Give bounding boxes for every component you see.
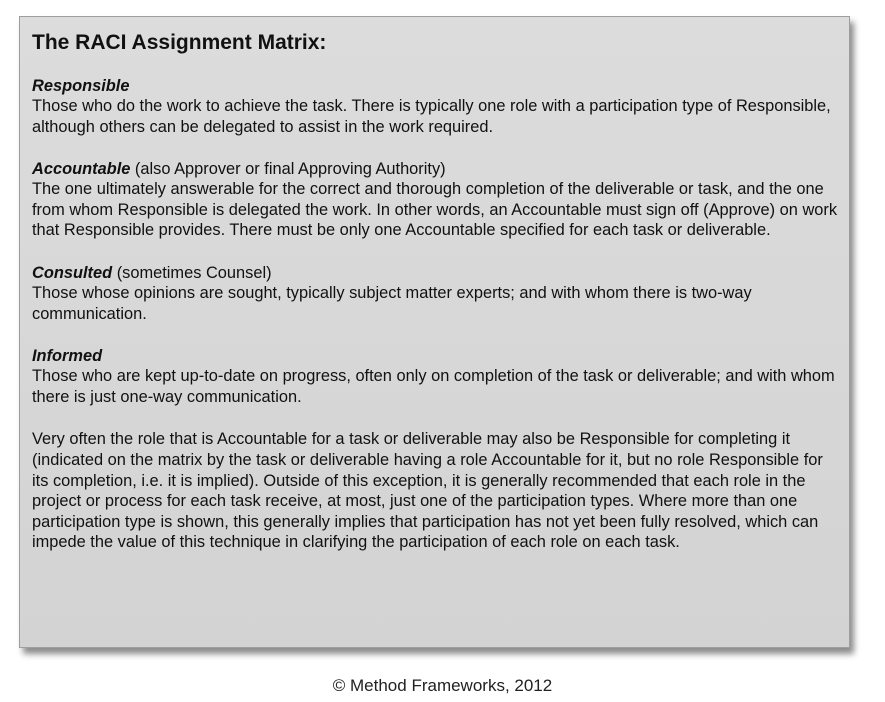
term-responsible: Responsible: [32, 77, 130, 95]
section-heading: [32, 263, 839, 283]
term-accountable: Accountable: [32, 160, 131, 179]
section-consulted: [32, 263, 839, 324]
section-accountable: [32, 159, 839, 241]
copyright-footer: © Method Frameworks, 2012: [332, 676, 553, 695]
raci-info-card: [19, 16, 850, 648]
document-title: The RACI Assignment Matrix:: [32, 31, 327, 54]
term-informed: Informed: [32, 347, 103, 366]
section-heading: [32, 346, 839, 366]
closing-paragraph: Very often the role that is Accountable for a task or deliverable may also be Responsible for completing it (indicated on the matrix by the task or deliverable having a role Accountable for it, but no role Responsible for its completion, i.e. it is implied). Outside of this exception, it is generally recommended that each role in the project or process for each task receive, at most, just one of the participation types. Where more than one participation type is shown, this generally implies that participation has not yet been fully resolved, which can impede the value of this technique in clarifying the participation of each role on each task.: [32, 430, 823, 552]
term-qualifier: (also Approver or final Approving Authority): [130, 160, 446, 179]
term-description: Those who are kept up-to-date on progress, often only on completion of the task or deliverable; and with whom there is just one-way communication.: [32, 367, 835, 406]
section-heading: [32, 76, 839, 96]
term-description: Those whose opinions are sought, typically subject matter experts; and with whom there is two-way communication.: [32, 283, 752, 323]
term-consulted: Consulted: [32, 263, 113, 282]
term-description: The one ultimately answerable for the correct and thorough completion of the deliverable or task, and the one from whom Responsible is delegated the work. In other words, an Accountable must sign off (Approve) on work that Responsible provides. There must be only one Accountable specified for each task or deliverable.: [32, 180, 838, 240]
term-qualifier: (sometimes Counsel): [112, 263, 272, 282]
term-description: Those who do the work to achieve the task. There is typically one role with a participation type of Responsible, although others can be delegated to assist in the work required.: [32, 97, 831, 136]
section-informed: [32, 346, 839, 407]
section-responsible: [32, 76, 839, 137]
section-heading: [32, 159, 839, 179]
